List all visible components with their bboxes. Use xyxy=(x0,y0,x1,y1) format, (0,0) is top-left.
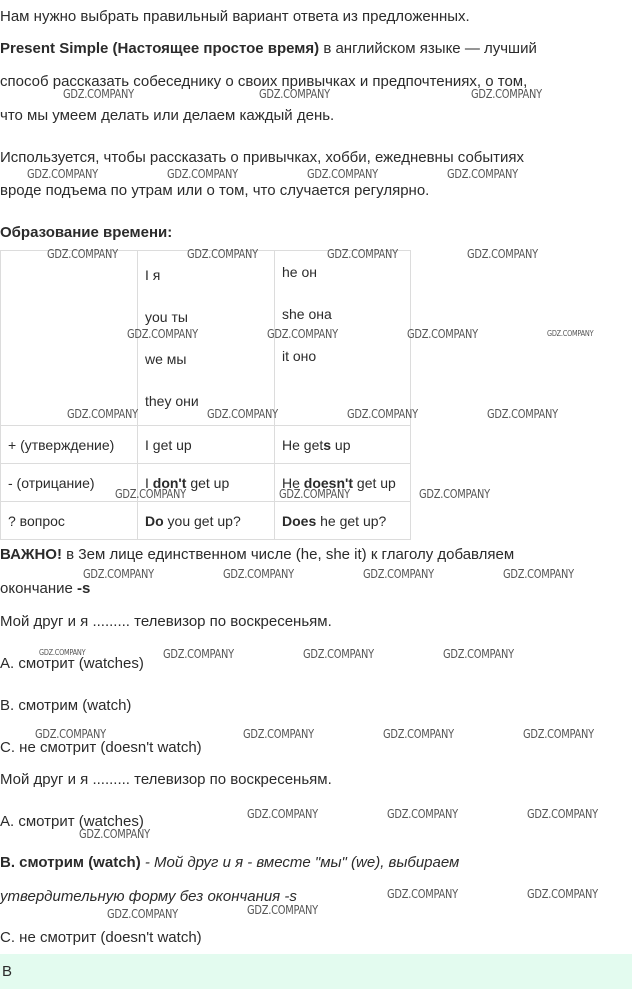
definition-rest: в английском языке — лучший xyxy=(319,40,537,57)
watermark: GDZ.COMPANY xyxy=(27,167,98,181)
watermark: GDZ.COMPANY xyxy=(39,648,86,657)
pronoun: they они xyxy=(145,393,199,409)
definition-line-3: что мы умеем делать или делаем каждый день. xyxy=(0,107,335,124)
watermark: GDZ.COMPANY xyxy=(223,567,294,581)
intro-text: Нам нужно выбрать правильный вариант ответа из предложенных. xyxy=(0,8,470,25)
watermark: GDZ.COMPANY xyxy=(407,327,478,341)
table-cell-example xyxy=(275,426,411,464)
formation-heading: Образование времени: xyxy=(0,224,173,241)
watermark: GDZ.COMPANY xyxy=(63,87,134,101)
question-1-option-c: C. не смотрит (doesn't watch) xyxy=(0,739,202,756)
example-auxiliary: Do xyxy=(145,512,164,529)
answer-text: B xyxy=(2,963,13,980)
watermark: GDZ.COMPANY xyxy=(443,647,514,661)
watermark: GDZ.COMPANY xyxy=(363,567,434,581)
definition-line-2: способ рассказать собеседнику о своих привычках и предпочтениях, о том, xyxy=(0,73,528,90)
pronoun: he он xyxy=(282,264,317,280)
watermark: GDZ.COMPANY xyxy=(471,87,542,101)
question-1-option-a: A. смотрит (watches) xyxy=(0,655,144,672)
pronoun: I я xyxy=(145,267,161,283)
watermark: GDZ.COMPANY xyxy=(527,887,598,901)
example-text: up xyxy=(331,436,351,453)
watermark: GDZ.COMPANY xyxy=(207,407,278,421)
table-cell-empty xyxy=(1,251,138,426)
watermark: GDZ.COMPANY xyxy=(247,903,318,917)
watermark: GDZ.COMPANY xyxy=(127,327,198,341)
pronoun: she она xyxy=(282,306,332,322)
question-2-option-b xyxy=(0,854,459,872)
watermark: GDZ.COMPANY xyxy=(279,487,350,501)
table-row-affirmative xyxy=(1,426,411,464)
example-auxiliary: Does xyxy=(282,512,317,529)
question-2-explanation-line-2: утвердительную форму без окончания -s xyxy=(0,888,297,905)
example-text: I xyxy=(145,474,153,491)
watermark: GDZ.COMPANY xyxy=(387,807,458,821)
pronoun: you ты xyxy=(145,309,188,325)
watermark: GDZ.COMPANY xyxy=(67,407,138,421)
watermark: GDZ.COMPANY xyxy=(527,807,598,821)
watermark: GDZ.COMPANY xyxy=(79,827,150,841)
example-text: get up xyxy=(186,474,230,491)
watermark: GDZ.COMPANY xyxy=(107,907,178,921)
watermark: GDZ.COMPANY xyxy=(267,327,338,341)
example-text: He get xyxy=(282,436,324,453)
pronoun: we мы xyxy=(145,351,187,367)
watermark: GDZ.COMPANY xyxy=(419,487,490,501)
example-text: he get up? xyxy=(316,512,387,529)
table-cell-example: I get up xyxy=(138,426,275,464)
watermark: GDZ.COMPANY xyxy=(47,247,118,261)
example-ending: s xyxy=(323,436,332,453)
watermark: GDZ.COMPANY xyxy=(163,647,234,661)
watermark: GDZ.COMPANY xyxy=(35,727,106,741)
table-row-question xyxy=(1,502,411,540)
note-label: ВАЖНО! xyxy=(0,546,62,563)
watermark: GDZ.COMPANY xyxy=(547,329,594,338)
note-text: в 3ем лице единственном числе (he, she it) к глаголу добавляем xyxy=(61,546,515,563)
usage-line-1: Используется, чтобы рассказать о привычках, хобби, ежедневны событиях xyxy=(0,149,525,166)
watermark: GDZ.COMPANY xyxy=(447,167,518,181)
watermark: GDZ.COMPANY xyxy=(487,407,558,421)
watermark: GDZ.COMPANY xyxy=(243,727,314,741)
watermark: GDZ.COMPANY xyxy=(83,567,154,581)
example-text: He xyxy=(282,474,304,491)
example-text: you get up? xyxy=(163,512,241,529)
pronoun: it оно xyxy=(282,348,317,364)
note-suffix: -s xyxy=(77,580,91,597)
watermark: GDZ.COMPANY xyxy=(383,727,454,741)
usage-line-2: вроде подъема по утрам или о том, что случается регулярно. xyxy=(0,182,430,199)
watermark: GDZ.COMPANY xyxy=(303,647,374,661)
watermark: GDZ.COMPANY xyxy=(327,247,398,261)
answer-bar xyxy=(0,954,632,989)
watermark: GDZ.COMPANY xyxy=(347,407,418,421)
example-auxiliary: don't xyxy=(152,474,187,491)
definition-term: Present Simple (Настоящее простое время) xyxy=(0,40,320,57)
watermark: GDZ.COMPANY xyxy=(247,807,318,821)
table-cell-example xyxy=(138,502,275,540)
table-cell-label: ? вопрос xyxy=(1,502,138,540)
definition-line-1 xyxy=(0,40,537,58)
watermark: GDZ.COMPANY xyxy=(467,247,538,261)
question-2-option-a: A. смотрит (watches) xyxy=(0,813,144,830)
table-row-pronouns xyxy=(1,251,411,426)
note-line-1 xyxy=(0,546,514,564)
question-2-prompt: Мой друг и я ......... телевизор по воскресеньям. xyxy=(0,771,332,788)
watermark: GDZ.COMPANY xyxy=(115,487,186,501)
watermark: GDZ.COMPANY xyxy=(387,887,458,901)
question-1-prompt: Мой друг и я ......... телевизор по воскресеньям. xyxy=(0,613,332,630)
watermark: GDZ.COMPANY xyxy=(307,167,378,181)
watermark: GDZ.COMPANY xyxy=(523,727,594,741)
option-explanation: - Мой друг и я - вместе "мы" (we), выбираем xyxy=(140,854,460,871)
note-line-2 xyxy=(0,580,90,598)
note-text: окончание xyxy=(0,580,78,597)
table-cell-example xyxy=(275,502,411,540)
table-cell-label: + (утверждение) xyxy=(1,426,138,464)
watermark: GDZ.COMPANY xyxy=(259,87,330,101)
example-auxiliary: doesn't xyxy=(303,474,354,491)
example-text: get up xyxy=(353,474,396,491)
watermark: GDZ.COMPANY xyxy=(503,567,574,581)
watermark: GDZ.COMPANY xyxy=(167,167,238,181)
watermark: GDZ.COMPANY xyxy=(187,247,258,261)
table-cell-label: - (отрицание) xyxy=(1,464,138,502)
correct-option: B. смотрим (watch) xyxy=(0,854,141,871)
question-2-option-c: C. не смотрит (doesn't watch) xyxy=(0,929,202,946)
question-1-option-b: B. смотрим (watch) xyxy=(0,697,132,714)
